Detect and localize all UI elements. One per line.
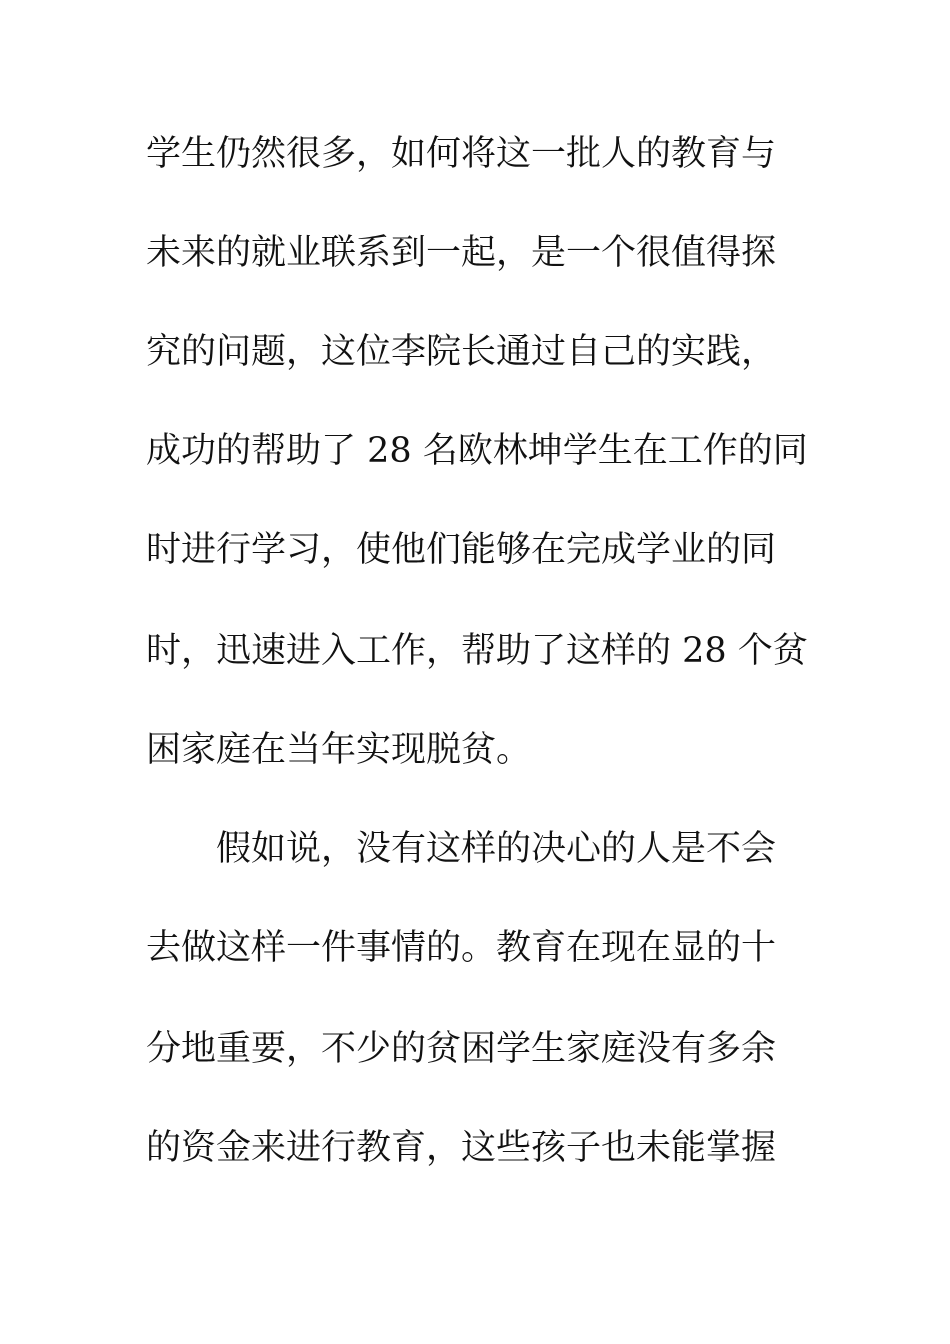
text-line: 困家庭在当年实现脱贫。 — [146, 730, 532, 770]
text-line: 分地重要，不少的贫困学生家庭没有多余 — [146, 1029, 777, 1069]
text-line: 究的问题，这位李院长通过自己的实践， — [146, 332, 777, 372]
text-line: 去做这样一件事情的。教育在现在显的十 — [146, 928, 777, 968]
text-line: 学生仍然很多，如何将这一批人的教育与 — [146, 134, 777, 174]
text-line: 未来的就业联系到一起，是一个很值得探 — [146, 233, 777, 273]
text-line: 成功的帮助了 28 名欧林坤学生在工作的同 — [146, 431, 808, 471]
text-line: 时进行学习，使他们能够在完成学业的同 — [146, 530, 777, 570]
paragraph-first-line: 假如说，没有这样的决心的人是不会 — [216, 829, 777, 869]
text-line: 的资金来进行教育，这些孩子也未能掌握 — [146, 1128, 777, 1168]
text-line: 时，迅速进入工作，帮助了这样的 28 个贫 — [146, 631, 808, 671]
